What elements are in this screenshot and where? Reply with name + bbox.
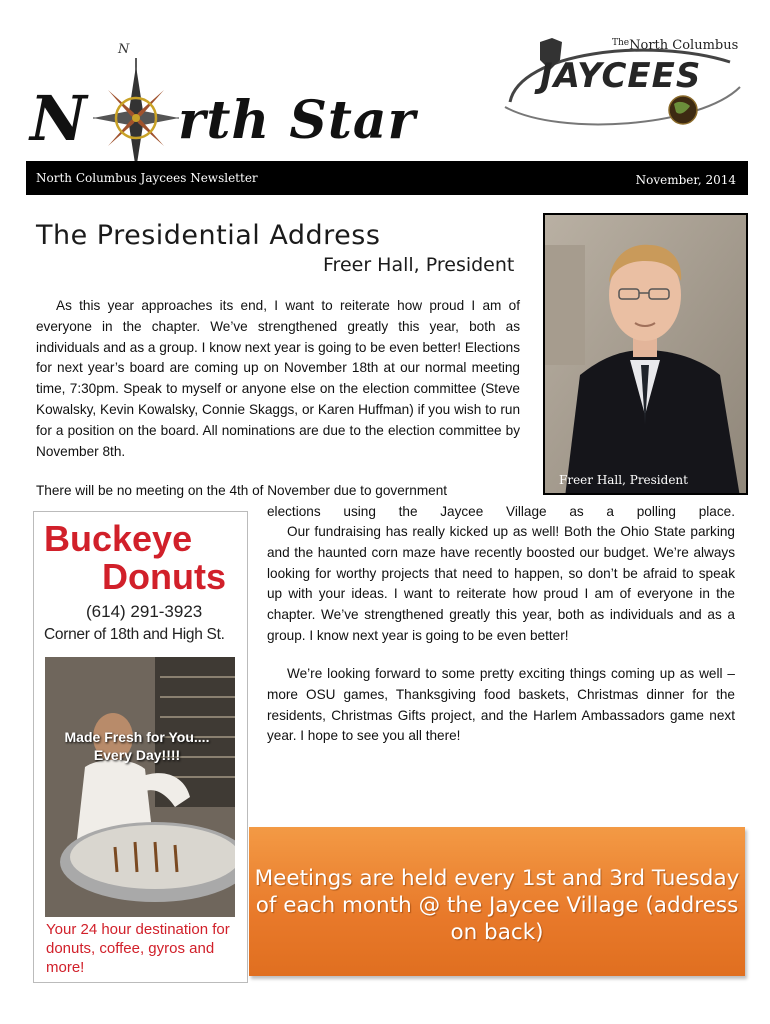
compass-rose-icon: [93, 58, 179, 168]
article-paragraph-2: There will be no meeting on the 4th of November due to government: [36, 483, 448, 498]
paragraph-1-text: As this year approaches its end, I want to reiterate how proud I am of everyone in the chapter. We’ve strengthened greatly this year, both as individuals and as a group. I know next year is going to be even better! Elections for next year’s board are coming up on November 18th at our normal meeting time, 7:30pm. Speak to myself or anyone else on the election committee (Steve Kowalsky, Kevin Kowalsky, Connie Skaggs, or Karen Huffman) if you wish to run for a position on the board. All nominations are due to the election committee by November 8th.: [36, 298, 520, 459]
meetings-callout: [249, 827, 745, 976]
article-byline: Freer Hall, President: [323, 254, 515, 276]
title-initial: N: [30, 82, 87, 155]
logo-jaycees: JAYCEES: [540, 56, 702, 96]
issue-date: November, 2014: [635, 173, 736, 187]
meetings-text: Meetings are held every 1st and 3rd Tuesday of each month @ the Jaycee Village (address on back): [254, 866, 740, 945]
masthead: [0, 0, 770, 200]
article-paragraph-3: [267, 522, 735, 647]
photo-caption: Freer Hall, President: [559, 473, 688, 487]
president-portrait-image: [545, 215, 748, 495]
newsletter-title: rth Star: [178, 90, 416, 151]
ad-donut-maker-photo: [45, 657, 235, 917]
compass-north-label: N: [118, 42, 130, 57]
ad-made-fresh-text: Made Fresh for You.... Every Day!!!!: [64, 729, 210, 763]
ad-title-line-1: Buckeye: [44, 518, 193, 559]
article-paragraph-4: [267, 664, 735, 747]
article-title: The Presidential Address: [36, 220, 381, 251]
logo-org-name: North Columbus: [629, 38, 739, 53]
banner-subtitle: North Columbus Jaycees Newsletter: [36, 171, 258, 185]
donut-kitchen-image: [45, 657, 235, 917]
buckeye-donuts-ad[interactable]: [33, 511, 248, 983]
ad-phone-number: (614) 291-3923: [86, 602, 203, 621]
ad-location: Corner of 18th and High St.: [44, 626, 225, 643]
paragraph-4-text: We’re looking forward to some pretty exciting things coming up as well – more OSU games, Thanksgiving food baskets, Christmas dinner for the residents, Christmas Gifts project, and the Harlem Ambassadors game next year. I hope to see you all there!: [267, 666, 735, 744]
newsletter-banner: [26, 161, 748, 195]
ad-title-line-2: Donuts: [102, 556, 226, 597]
article-paragraph-2-continued: elections using the Jaycee Village as a polling place.: [267, 504, 735, 519]
logo-text: [612, 38, 738, 53]
president-photo: [543, 213, 748, 495]
logo-the: The: [612, 38, 630, 48]
article-paragraph-1: [36, 296, 520, 462]
paragraph-3-text: Our fundraising has really kicked up as well! Both the Ohio State parking and the haunted corn maze have recently boosted our budget. We’re always looking for worthy projects that need to happen, so don’t be afraid to speak up with your ideas. I want to reiterate how proud I am of everyone in the chapter. We’ve strengthened greatly this year, both as individuals and as a group. I know next year is going to be even better!: [267, 524, 735, 643]
ad-tagline: Your 24 hour destination for donuts, coffee, gyros and more!: [46, 921, 230, 976]
